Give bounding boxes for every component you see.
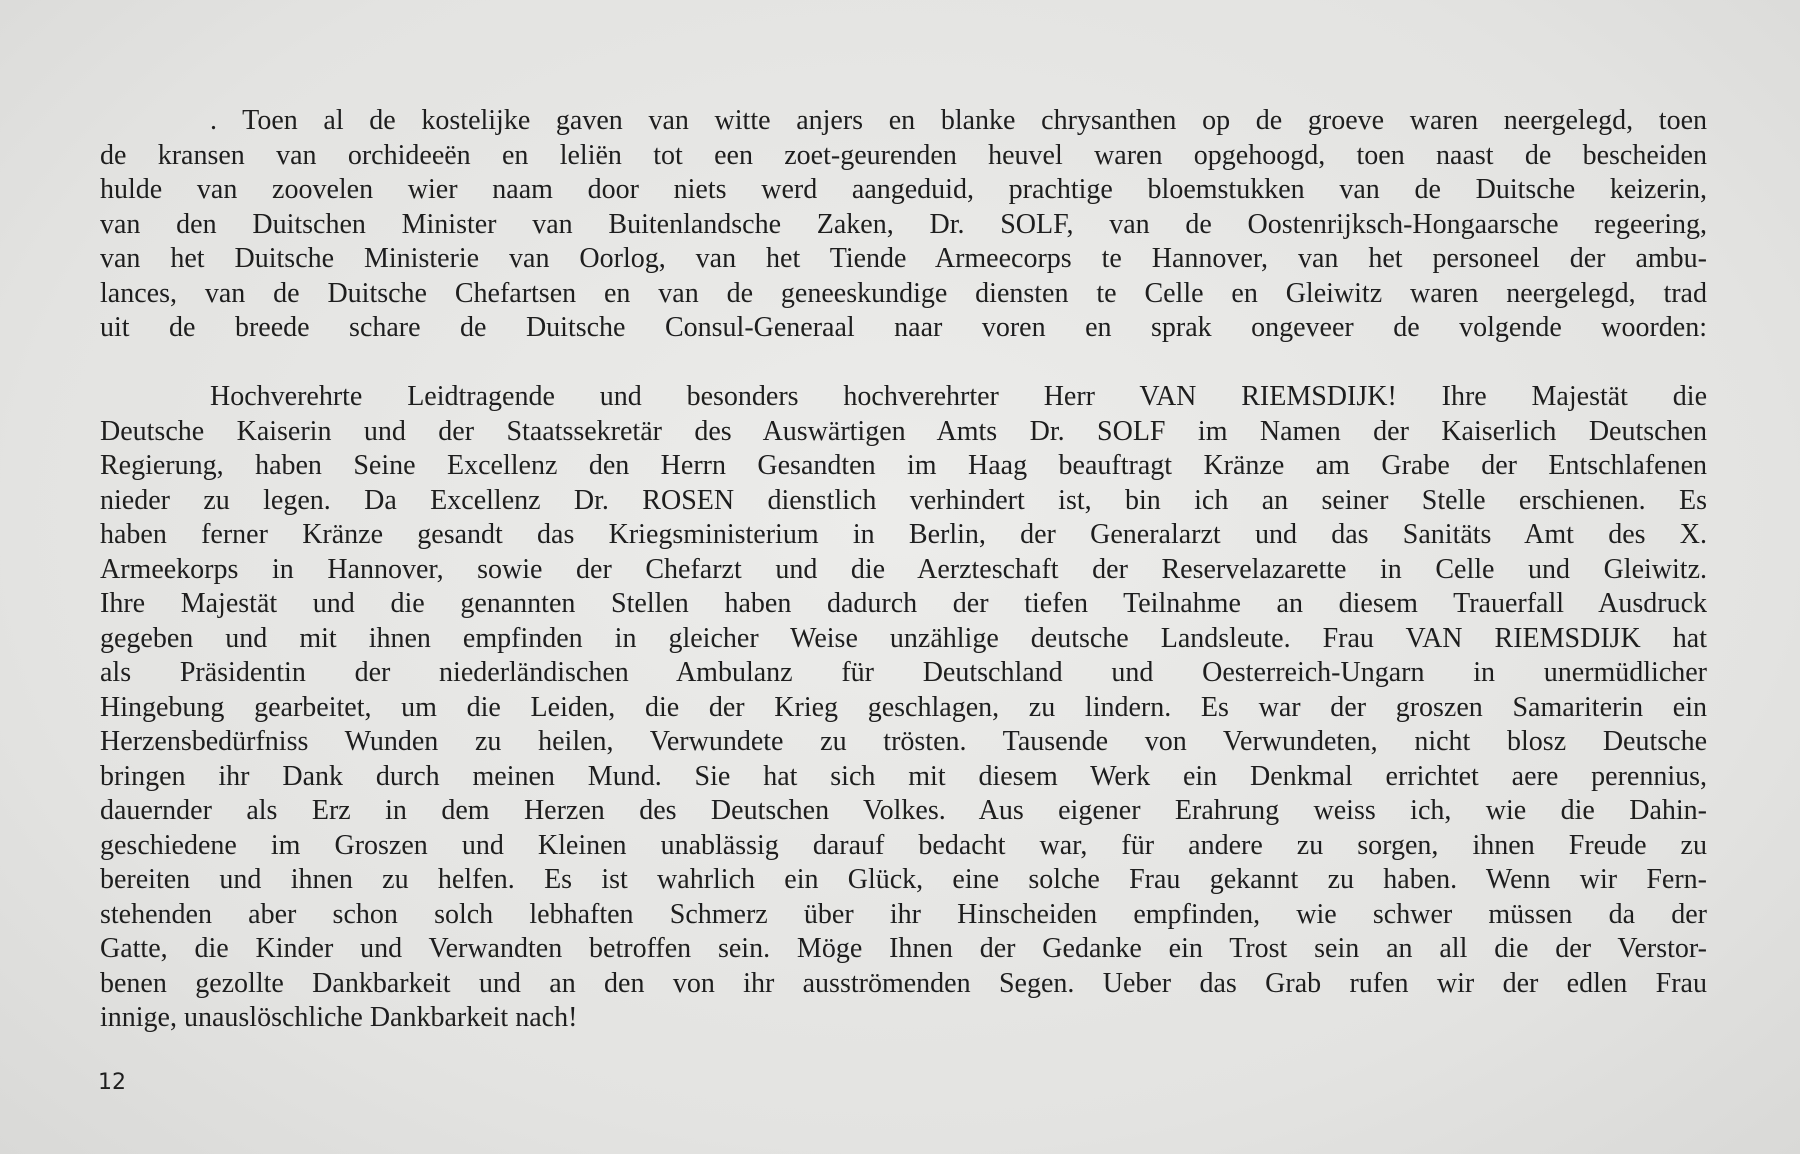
text-line: . Toen al de kostelijke gaven van witte anjers en blanke chrysanthen op de groeve waren neergelegd, toen: [210, 105, 1707, 136]
text-line: innige, unauslöschliche Dankbarkeit nach!: [100, 1002, 578, 1033]
text-line: stehenden aber schon solch lebhaften Schmerz über ihr Hinscheiden empfinden, wie schwer müssen da der: [100, 898, 1707, 930]
text-line: van het Duitsche Ministerie van Oorlog, van het Tiende Armeecorps te Hannover, van het personeel der ambu-: [100, 243, 1707, 274]
text-line: Hochverehrte Leidtragende und besonders hochverehrter Herr VAN RIEMSDIJK! Ihre Majestät die: [210, 381, 1707, 412]
text-line: uit de breede schare de Duitsche Consul-Generaal naar voren en sprak ongeveer de volgende woorden:: [100, 312, 1707, 343]
text-line: geschiedene im Groszen und Kleinen unablässig darauf bedacht war, für andere zu sorgen, ihnen Freude zu: [100, 829, 1707, 861]
text-line: dauernder als Erz in dem Herzen des Deutschen Volkes. Aus eigener Erahrung weiss ich, wie die Dahin-: [100, 795, 1707, 826]
text-line: Armeekorps in Hannover, sowie der Chefarzt und die Aerzteschaft der Reservelazarette in Celle und Gleiwitz.: [100, 553, 1707, 585]
paragraph-german-speech: [100, 380, 1707, 1036]
text-line: Herzensbedürfniss Wunden zu heilen, Verwundete zu trösten. Tausende von Verwundeten, nicht blosz Deutsche: [100, 726, 1707, 757]
text-line: nieder zu legen. Da Excellenz Dr. ROSEN dienstlich verhindert ist, bin ich an seiner Stelle erschienen. Es: [100, 484, 1707, 516]
text-line: gegeben und mit ihnen empfinden in gleicher Weise unzählige deutsche Landsleute. Frau VAN RIEMSDIJK hat: [100, 622, 1707, 654]
text-line: van den Duitschen Minister van Buitenlandsche Zaken, Dr. SOLF, van de Oostenrijksch-Hongaarsche regeering,: [100, 208, 1707, 240]
text-line: bringen ihr Dank durch meinen Mund. Sie hat sich mit diesem Werk ein Denkmal errichtet aere perennius,: [100, 760, 1707, 792]
text-line: Gatte, die Kinder und Verwandten betroffen sein. Möge Ihnen der Gedanke ein Trost sein an all die der Verstor-: [100, 933, 1707, 964]
text-line: Deutsche Kaiserin und der Staatssekretär des Auswärtigen Amts Dr. SOLF im Namen der Kaiserlich Deutschen: [100, 415, 1707, 447]
text-line: Ihre Majestät und die genannten Stellen haben dadurch der tiefen Teilnahme an diesem Trauerfall Ausdruck: [100, 588, 1707, 619]
text-line: als Präsidentin der niederländischen Ambulanz für Deutschland und Oesterreich-Ungarn in unermüdlicher: [100, 657, 1707, 688]
text-line: bereiten und ihnen zu helfen. Es ist wahrlich ein Glück, eine solche Frau gekannt zu haben. Wenn wir Fern-: [100, 864, 1707, 895]
text-line: Hingebung gearbeitet, um die Leiden, die der Krieg geschlagen, zu lindern. Es war der groszen Samariterin ein: [100, 691, 1707, 723]
text-line: benen gezollte Dankbarkeit und an den von ihr ausströmenden Segen. Ueber das Grab rufen wir der edlen Frau: [100, 967, 1707, 999]
text-line: haben ferner Kränze gesandt das Kriegsministerium in Berlin, der Generalarzt und das Sanitäts Amt des X.: [100, 519, 1707, 550]
text-line: Regierung, haben Seine Excellenz den Herrn Gesandten im Haag beauftragt Kränze am Grabe der Entschlafenen: [100, 450, 1707, 481]
text-line: hulde van zoovelen wier naam door niets werd aangeduid, prachtige bloemstukken van de Duitsche keizerin,: [100, 174, 1707, 205]
page-number: 12: [98, 1070, 126, 1095]
text-line: lances, van de Duitsche Chefartsen en van de geneeskundige diensten te Celle en Gleiwitz waren neergelegd, trad: [100, 277, 1707, 309]
paragraph-consul-introduction: [100, 104, 1707, 346]
text-line: de kransen van orchideeën en leliën tot een zoet-geurenden heuvel waren opgehoogd, toen naast de bescheiden: [100, 139, 1707, 171]
